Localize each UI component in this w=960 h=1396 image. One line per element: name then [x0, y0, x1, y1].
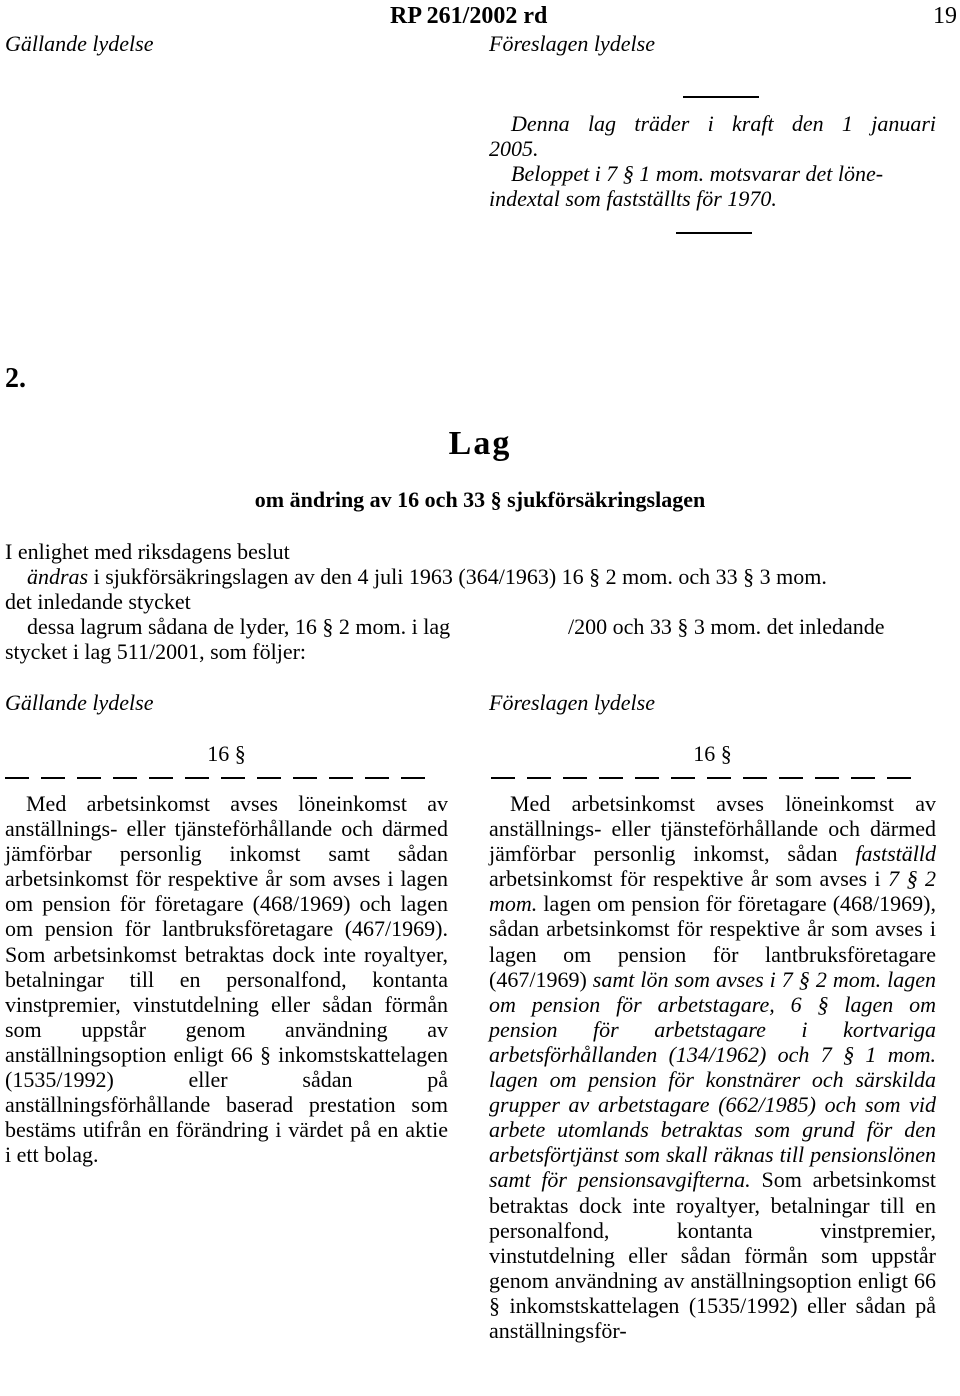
paragraph-label-proposed: 16 §	[693, 741, 732, 766]
page-number: 19	[933, 3, 957, 29]
omitted-text-dashes	[5, 777, 425, 779]
entry-into-force-line: Denna lag träder i kraft den 1 januari	[511, 111, 936, 136]
amount-index-line-2: indextal som fastställts för 1970.	[489, 186, 777, 211]
current-wording-paragraph: Med arbetsinkomst avses löneinkomst av anställnings- eller tjänsteförhållande och därmed jämförbar personlig inkomst samt sådan arbetsinkomst för respektive år som avses i lagen om pension för företagare (468/1969) och lagen om pension för lantbruksföretagare (467/1969). Som arbetsinkomst betraktas dock inte royaltyer, betalningar till en personalfond, kontanta vinstpremier, vinstutdelning eller sådan förmån som uppstår genom användning av anställningsoption enligt 66 § inkomstskattelagen (1535/1992) eller sådan på anställningsförhållande baserad prestation som bestäms utifrån en förändring i värdet på en aktie i ett bolag.	[5, 791, 448, 1168]
intro-line: det inledande stycket	[5, 589, 191, 614]
entry-into-force-year: 2005.	[489, 136, 539, 161]
omitted-text-dashes	[491, 777, 911, 779]
proposed-italic-segment: fastställd	[855, 841, 937, 867]
separator-rule	[683, 96, 759, 98]
document-reference: RP 261/2002 rd	[390, 3, 548, 29]
law-title: Lag	[448, 425, 512, 462]
current-wording-text	[5, 791, 448, 1167]
section-number: 2.	[5, 363, 26, 394]
intro-line-right: /200 och 33 § 3 mom. det inledande	[568, 614, 885, 639]
separator-rule	[676, 232, 752, 234]
amend-verb: ändras	[27, 564, 89, 589]
proposed-wording-paragraph	[489, 791, 936, 1343]
proposed-text-segment: Med arbetsinkomst avses löneinkomst av anställnings- eller tjänsteförhållande och därmed jämförbar personlig inkomst, sådan	[489, 791, 936, 867]
proposed-text-segment: Som arbetsinkomst betraktas dock inte royaltyer, betalningar till en personalfond, kontanta vinstpremier, vinstutdelning eller sådan förmån som uppstår genom användning av anställningsoption enligt 66 § inkomstskattelagen (1535/1992) eller sådan på anställningsför-	[489, 1167, 936, 1343]
proposed-italic-segment: 7 § 2 mom.	[489, 866, 937, 917]
amount-index-line: Beloppet i 7 § 1 mom. motsvarar det löne-	[511, 161, 884, 186]
proposed-text-segment: lagen om pension för företagare (468/1969), sådan arbetsinkomst för respektive år som avses i lagen om pension för lantbruksföretagare (467/1969)	[489, 891, 936, 992]
intro-amendment-line	[27, 564, 827, 589]
header-proposed-wording: Föreslagen lydelse	[489, 31, 655, 56]
proposed-wording-text	[489, 791, 936, 1343]
proposed-text-segment: arbetsinkomst för respektive år som avses i	[489, 866, 881, 892]
proposed-italic-segment: samt lön som avses i 7 § 2 mom. lagen om pension för arbetstagare, 6 § lagen om pension för arbetstagare i kortvariga arbetsförhållanden (134/1962) och 7 § 1 mom. lagen om pension för konstnärer och särskilda grupper av arbetstagare (662/1985) och som vid arbete utomlands betraktas som grund för den arbetsförtjänst som skall räknas till pensionslönen samt för pensionsavgifterna.	[489, 966, 937, 1193]
intro-line: I enlighet med riksdagens beslut	[5, 539, 290, 564]
amend-text: i sjukförsäkringslagen av den 4 juli 1963 (364/1963) 16 § 2 mom. och 33 § 3 mom.	[93, 564, 827, 589]
law-subtitle: om ändring av 16 och 33 § sjukförsäkringslagen	[254, 487, 706, 512]
intro-line: stycket i lag 511/2001, som följer:	[5, 639, 307, 664]
column-heading-proposed: Föreslagen lydelse	[489, 690, 655, 715]
column-heading-current: Gällande lydelse	[5, 690, 154, 715]
intro-line: dessa lagrum sådana de lyder, 16 § 2 mom. i lag	[27, 614, 451, 639]
paragraph-label-current: 16 §	[207, 741, 246, 766]
header-current-wording: Gällande lydelse	[5, 31, 154, 56]
